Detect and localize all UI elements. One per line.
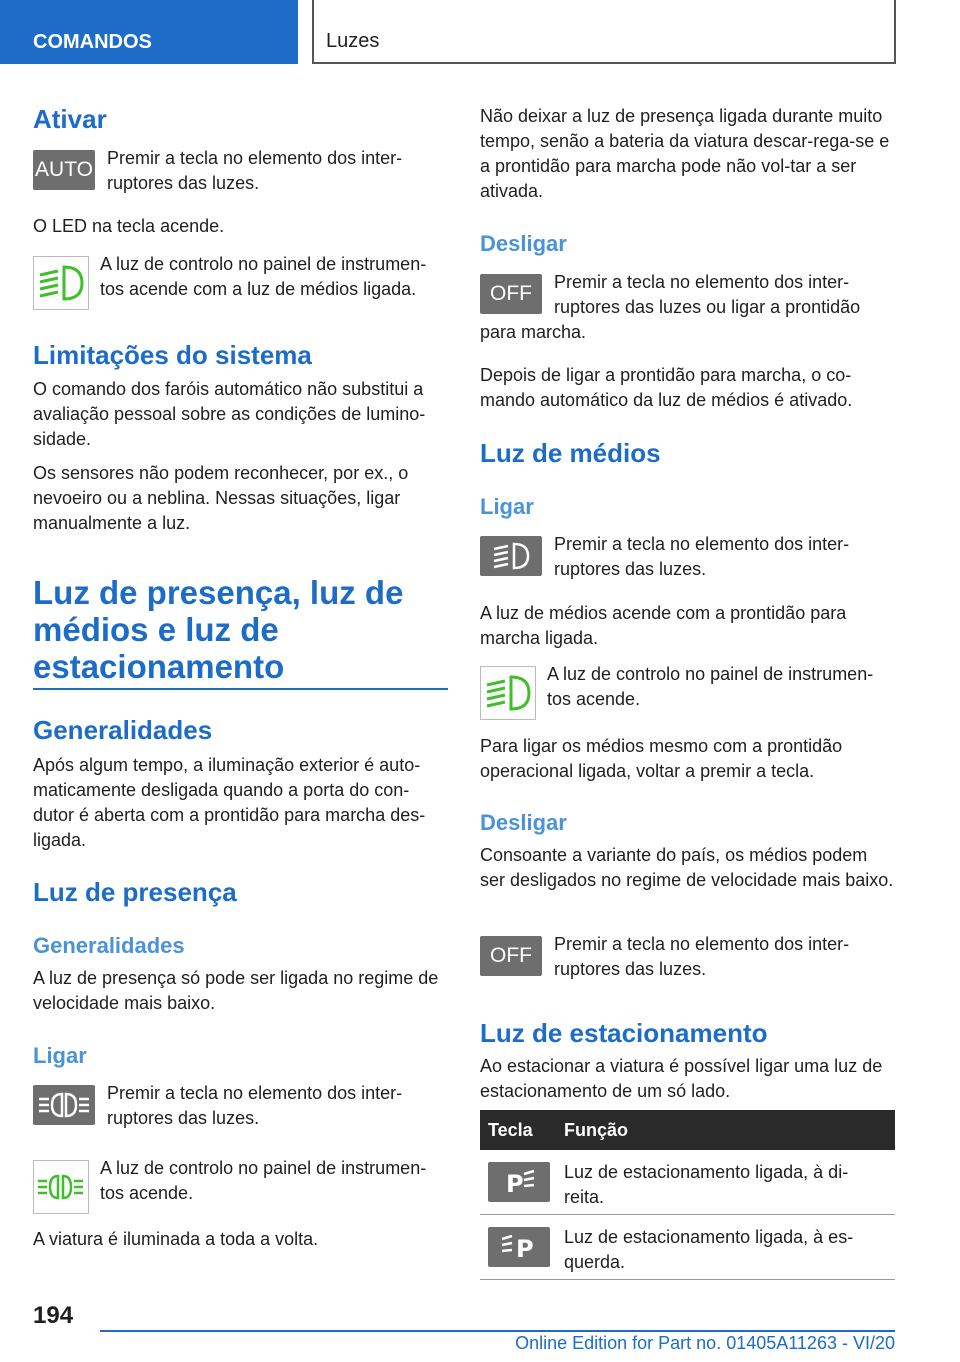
parking-light-table	[480, 1110, 895, 1280]
chapter-header: Luzes	[312, 0, 896, 64]
chapter-rule	[33, 688, 448, 690]
luz-estacionamento-heading: Luz de estacionamento	[480, 1018, 768, 1048]
table-row	[480, 1215, 895, 1280]
low-beam-indicator-icon-2	[480, 666, 536, 720]
control-text-2: A luz de controlo no painel de instrumen-tos acende.	[100, 1158, 427, 1203]
table-header	[480, 1110, 895, 1150]
limitacoes-heading: Limitações do sistema	[33, 340, 312, 370]
chapter-title: Luz de presença, luz de médios e luz de estacionamento	[33, 574, 404, 685]
desligar-text-b: para marcha.	[480, 322, 587, 342]
ativar-heading: Ativar	[33, 104, 107, 134]
off-key-label-2: OFF	[490, 944, 532, 967]
table-row-right-text: Luz de estacionamento ligada, à di-reita.	[564, 1162, 849, 1207]
table-row	[480, 1150, 895, 1215]
depois-text: Depois de ligar a prontidão para marcha, o co-mando automático da luz de médios é ativado.	[480, 365, 853, 410]
generalidades-2-text: A luz de presença só pode ser ligada no regime de velocidade mais baixo.	[33, 968, 439, 1013]
ligar-text: Premir a tecla no elemento dos inter-ruptores das luzes.	[107, 1083, 403, 1128]
off-key-icon-2	[480, 936, 542, 976]
ligar-heading: Ligar	[33, 1043, 87, 1068]
auto-key-icon	[33, 150, 95, 190]
section-tab: COMANDOS	[0, 0, 298, 64]
low-beam-key-icon	[480, 536, 542, 576]
desligar-text-a: Premir a tecla no elemento dos inter-ruptores das luzes ou ligar a prontidão	[554, 272, 861, 317]
generalidades-2-heading: Generalidades	[33, 933, 185, 958]
generalidades-heading: Generalidades	[33, 715, 213, 745]
footer-rule	[100, 1330, 895, 1332]
desligar-2-text: Premir a tecla no elemento dos inter-ruptores das luzes.	[554, 934, 850, 979]
off-key-icon	[480, 274, 542, 314]
desligar-heading: Desligar	[480, 231, 567, 256]
off-key-label: OFF	[490, 282, 532, 305]
estacionamento-text: Ao estacionar a viatura é possível ligar uma luz de estacionamento de um só lado.	[480, 1056, 883, 1101]
park-letter-left: P	[516, 1235, 534, 1263]
parking-right-key-icon	[488, 1162, 550, 1202]
led-text: O LED na tecla acende.	[33, 216, 225, 236]
table-header-funcao: Função	[564, 1120, 629, 1140]
parking-light-key-icon	[33, 1085, 95, 1125]
table-row-left-text: Luz de estacionamento ligada, à es-querda.	[564, 1227, 854, 1272]
table-header-tecla: Tecla	[488, 1120, 533, 1140]
parking-light-indicator-icon	[33, 1160, 89, 1214]
luz-presenca-heading: Luz de presença	[33, 877, 237, 907]
limitacoes-p2: Os sensores não podem reconhecer, por ex., o nevoeiro ou a neblina. Nessas situações, ligar manualmente a luz.	[33, 463, 409, 533]
desligar-2-heading: Desligar	[480, 810, 567, 835]
page-number: 194	[33, 1302, 74, 1329]
ativar-text: Premir a tecla no elemento dos inter-ruptores das luzes.	[107, 148, 403, 193]
generalidades-text: Após algum tempo, a iluminação exterior é auto-maticamente desligada quando a porta do con-dutor é aberta com a prontidão para marcha des-ligada.	[33, 755, 426, 850]
consoante-text: Consoante a variante do país, os médios podem ser desligados no regime de velocidade mais baixo.	[480, 845, 894, 890]
para-ligar-text: Para ligar os médios mesmo com a prontidão operacional ligada, voltar a premir a tecla.	[480, 736, 843, 781]
control-text-1: A luz de controlo no painel de instrumen-tos acende com a luz de médios ligada.	[100, 254, 427, 299]
control-text-3: A luz de controlo no painel de instrumen-tos acende.	[547, 664, 874, 709]
acende-text: A luz de médios acende com a prontidão para marcha ligada.	[480, 603, 847, 648]
low-beam-indicator-icon	[33, 256, 89, 310]
around-text: A viatura é iluminada a toda a volta.	[33, 1229, 319, 1249]
limitacoes-p1: O comando dos faróis automático não substitui a avaliação pessoal sobre as condições de lumino-sidade.	[33, 379, 426, 449]
ligar-2-heading: Ligar	[480, 494, 534, 519]
park-letter-right: P	[506, 1170, 524, 1198]
ligar-2-text: Premir a tecla no elemento dos inter-ruptores das luzes.	[554, 534, 850, 579]
edition-text: Online Edition for Part no. 01405A11263 - VI/20	[515, 1333, 895, 1353]
auto-key-label: AUTO	[35, 158, 93, 181]
luz-medios-heading: Luz de médios	[480, 438, 661, 468]
right-p1: Não deixar a luz de presença ligada durante muito tempo, senão a bateria da viatura descar-rega-se e a prontidão para marcha pode não vol-tar a ser ativada.	[480, 106, 890, 201]
parking-left-key-icon	[488, 1227, 550, 1267]
